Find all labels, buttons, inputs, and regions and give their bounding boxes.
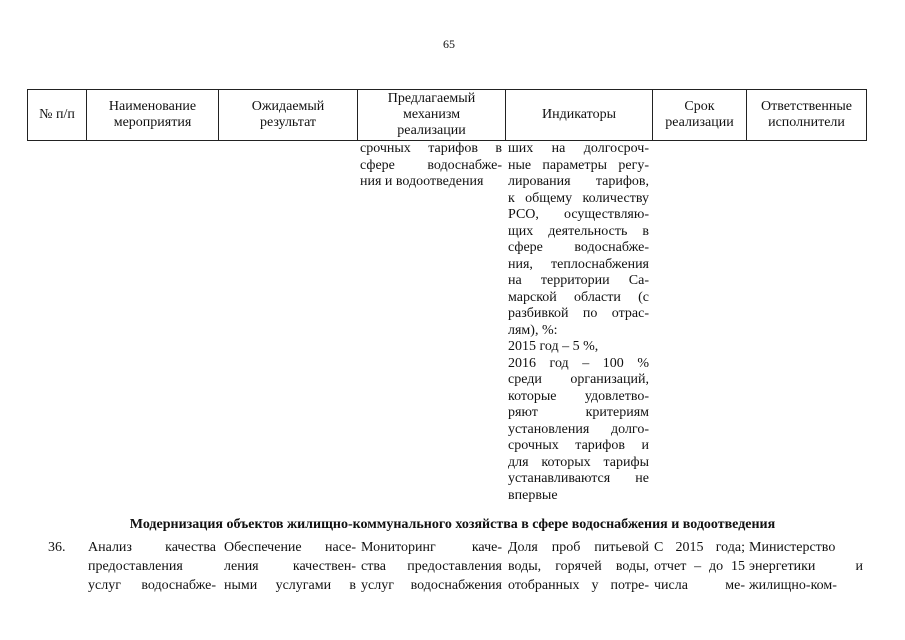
- indicator-line: среди организаций,: [508, 372, 649, 387]
- name-line: Анализ качества: [88, 540, 216, 555]
- indicator-line: щих деятельность в: [508, 223, 649, 239]
- result-line: ления качествен-: [224, 559, 356, 574]
- indicator-line: воды, горячей воды,: [508, 559, 649, 574]
- header-col-number: № п/п: [39, 107, 75, 122]
- header-divider: [866, 89, 867, 141]
- indicator-line: установления долго-: [508, 421, 649, 437]
- responsible-line: энергетики и: [749, 559, 863, 574]
- responsible-line: Министерство: [749, 540, 836, 555]
- responsible-line: жилищно-ком-: [749, 578, 837, 593]
- continued-indicator-cell: [508, 141, 649, 504]
- mechanism-line: услуг водоснабжения: [361, 578, 502, 593]
- indicator-line: 2016 год – 100 %: [508, 355, 649, 371]
- indicator-line: РСО, осуществляю-: [508, 207, 649, 222]
- indicator-line: отобранных у потре-: [508, 578, 649, 593]
- name-line: предоставления: [88, 559, 183, 574]
- indicator-line: 2015 год – 5 %,: [508, 339, 599, 354]
- row-36-number: 36.: [48, 540, 66, 555]
- header-col-result: Ожидаемый результат: [251, 99, 325, 130]
- header-col-mechanism: Предлагаемый механизм реализации: [387, 91, 476, 138]
- indicator-line: на территории Са-: [508, 273, 649, 288]
- indicator-line: устанавливаются не: [508, 471, 649, 486]
- indicator-line: ряют критериям: [508, 405, 649, 420]
- result-line: ными услугами в: [224, 578, 356, 593]
- row-36-indicators: [508, 538, 649, 595]
- row-36-name: [88, 538, 216, 595]
- mechanism-line: срочных тарифов в: [360, 141, 502, 156]
- row-36-responsible: [749, 538, 863, 595]
- indicator-line: ния, теплоснабжения: [508, 256, 649, 272]
- indicator-line: сфере водоснабже-: [508, 240, 649, 255]
- header-col-name: Наименование мероприятия: [108, 99, 197, 130]
- term-line: С 2015 года;: [654, 540, 745, 555]
- indicator-line: ные параметры регу-: [508, 157, 649, 173]
- mechanism-line: сфере водоснабже-: [360, 157, 502, 173]
- indicator-line: к общему количеству: [508, 190, 649, 206]
- continued-mechanism-cell: [360, 141, 502, 191]
- indicator-line: Доля проб питьевой: [508, 540, 649, 555]
- indicator-line: которые удовлетво-: [508, 388, 649, 404]
- indicator-line: для которых тарифы: [508, 454, 649, 470]
- header-col-responsible: Ответственные исполнители: [761, 99, 852, 130]
- header-col-term: Срок реализации: [665, 99, 734, 130]
- mechanism-line: ния и водоотведения: [360, 174, 484, 189]
- term-line: числа ме-: [654, 578, 745, 593]
- header-col-indicators: Индикаторы: [542, 107, 616, 122]
- indicator-line: лирования тарифов,: [508, 174, 649, 189]
- result-line: Обеспечение насе-: [224, 540, 356, 555]
- indicator-line: марской области (с: [508, 289, 649, 305]
- row-36-result: [224, 538, 356, 595]
- term-line: отчет – до 15: [654, 559, 745, 574]
- indicator-line: ших на долгосроч-: [508, 141, 649, 156]
- mechanism-line: ства предоставления: [361, 559, 502, 574]
- page-number: 65: [443, 37, 455, 51]
- indicator-line: срочных тарифов и: [508, 438, 649, 453]
- mechanism-line: Мониторинг каче-: [361, 540, 502, 555]
- indicator-line: впервые: [508, 487, 558, 503]
- row-36-term: [654, 538, 745, 595]
- indicator-line: лям), %:: [508, 322, 558, 338]
- section-title: Модернизация объектов жилищно-коммунального хозяйства в сфере водоснабжения и водоотведения: [129, 517, 776, 532]
- name-line: услуг водоснабже-: [88, 578, 216, 593]
- row-36-mechanism: [361, 538, 502, 595]
- indicator-line: разбивкой по отрас-: [508, 306, 649, 321]
